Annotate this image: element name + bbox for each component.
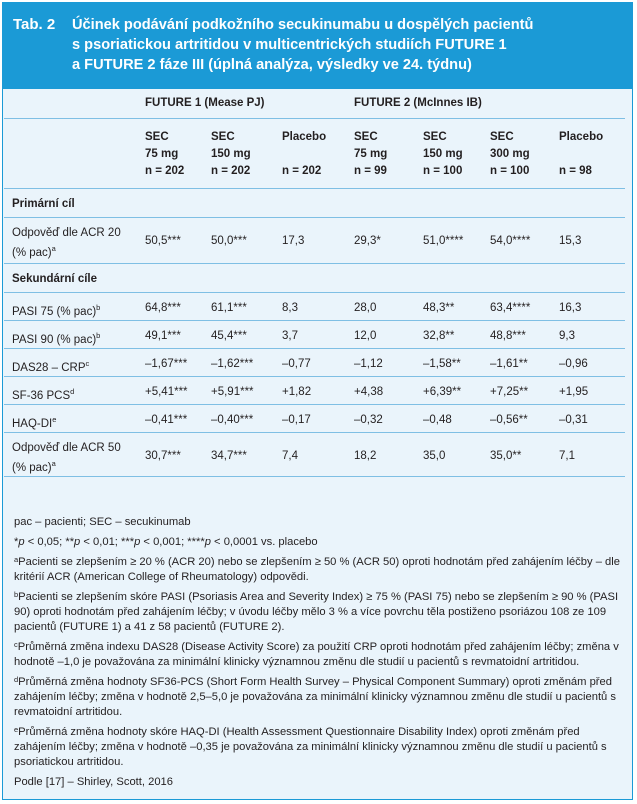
table-cell: 63,4**** xyxy=(490,301,531,314)
row-label: HAQ-DIe xyxy=(12,414,57,430)
section-secondary: Sekundární cíle xyxy=(12,272,98,285)
table-cell: 32,8** xyxy=(423,329,455,342)
table-title xyxy=(72,15,612,75)
table-cell: 48,8*** xyxy=(490,329,526,342)
table-cell: +4,38 xyxy=(354,385,384,398)
table-cell: 61,1*** xyxy=(211,301,247,314)
table-cell: +1,82 xyxy=(282,385,312,398)
table-cell: –1,67*** xyxy=(145,357,188,370)
table-cell: 64,8*** xyxy=(145,301,181,314)
table-cell: –1,61** xyxy=(490,357,528,370)
note-d: $^d$Průměrná změna hodnoty SF36-PCS (Short Form Health Survey – Physical Component Summary) oproti změnám před zahájením léčby; změna v hodnotě 2,5–5,0 je považována za minimální klinicky významnou změnu dle studií u pacientů s revmatoidní artritidou. xyxy=(14,675,616,718)
table-cell: 34,7*** xyxy=(211,449,247,462)
table-cell: 45,4*** xyxy=(211,329,247,342)
row-label: PASI 75 (% pac)$^b$ xyxy=(12,302,101,318)
table-cell: –0,41*** xyxy=(145,413,188,426)
note-source: Podle [17] – Shirley, Scott, 2016 xyxy=(14,776,174,788)
table-row xyxy=(4,217,625,263)
table-row xyxy=(4,432,625,476)
column-header: SEC 75 mg n = 202 xyxy=(145,130,185,177)
table-cell: 18,2 xyxy=(354,449,377,462)
row-label: SF-36 PCS$^d$ xyxy=(12,386,75,402)
table-cell: 50,0*** xyxy=(211,234,247,247)
note-abbreviations: pac – pacienti; SEC – secukinumab xyxy=(14,516,191,528)
table-cell: –1,62*** xyxy=(211,357,254,370)
table-row xyxy=(4,320,625,348)
section-row xyxy=(4,263,625,292)
table-cell: –1,58** xyxy=(423,357,461,370)
table-cell: 29,3* xyxy=(354,234,381,247)
table-cell: –0,77 xyxy=(282,357,311,370)
column-header: Placebo n = 202 xyxy=(282,130,327,177)
table-cell: 3,7 xyxy=(282,329,298,342)
table-cell: 15,3 xyxy=(559,234,582,247)
table-row xyxy=(4,348,625,376)
table-cell: +6,39** xyxy=(423,385,462,398)
table-cell: –0,56** xyxy=(490,413,528,426)
table-cell: +1,95 xyxy=(559,385,589,398)
row-label: Odpověď dle ACR 50 (% pac)$^a$ xyxy=(12,441,121,474)
section-row xyxy=(4,188,625,217)
column-header: SEC 150 mg n = 202 xyxy=(211,130,251,177)
row-label: Odpověď dle ACR 20 (% pac)$^a$ xyxy=(12,226,121,259)
table-cell: –0,32 xyxy=(354,413,383,426)
row-label: PASI 90 (% pac)$^b$ xyxy=(12,330,101,346)
column-header-row xyxy=(4,118,625,188)
row-label: DAS28 – CRP$^c$ xyxy=(12,358,90,374)
table-cell: 7,1 xyxy=(559,449,576,462)
table-cell: 28,0 xyxy=(354,301,377,314)
group-header-row xyxy=(4,89,625,118)
section-primary: Primární cíl xyxy=(12,197,75,210)
column-header: Placebo n = 98 xyxy=(559,130,604,177)
table-cell: +5,91*** xyxy=(211,385,254,398)
results-table xyxy=(4,89,625,477)
column-header: SEC 75 mg n = 99 xyxy=(354,130,388,177)
table-cell: 50,5*** xyxy=(145,234,181,247)
note-a: $^a$Pacienti se zlepšením ≥ 20 % (ACR 20) nebo se zlepšením ≥ 50 % (ACR 50) oproti hodnotám před zahájením léčby – dle kritérií ACR (American College of Rheumatology) odpovědi. xyxy=(14,555,620,583)
table-cell: 9,3 xyxy=(559,329,576,342)
note-c: $^c$Průměrná změna indexu DAS28 (Disease Activity Score) za použití CRP oproti hodnotám před zahájením léčby; změna v hodnotě –1,0 je považována za minimální klinicky významnou změnu dle studií u pacientů s revmatoidní artritidou. xyxy=(14,640,619,668)
table-cell: +7,25** xyxy=(490,385,529,398)
table-notes xyxy=(14,515,620,795)
table-cell: +5,41*** xyxy=(145,385,188,398)
table-cell: –0,31 xyxy=(559,413,588,426)
table-cell: –0,96 xyxy=(559,357,588,370)
group-future2: FUTURE 2 (McInnes IB) xyxy=(354,97,482,109)
table-cell: –0,40*** xyxy=(211,413,254,426)
column-header: SEC 300 mg n = 100 xyxy=(490,130,530,177)
note-b: $^b$Pacienti se zlepšením skóre PASI (Psoriasis Area and Severity Index) ≥ 75 % (PASI 75) nebo se zlepšením ≥ 90 % (PASI 90) oproti hodnotám před zahájením léčby; v úvodu léčby mělo 3 % a více povrchu těla postiženo psoriázou 108 ze 109 pacientů (FUTURE 1) a 41 z 58 pacientů (FUTURE 2). xyxy=(14,590,619,633)
table-cell: –1,12 xyxy=(354,357,383,370)
table-cell: 35,0** xyxy=(490,449,522,462)
table-cell: 17,3 xyxy=(282,234,305,247)
table-number: Tab. 2 xyxy=(13,16,56,33)
table-cell: –0,48 xyxy=(423,413,452,426)
table-header xyxy=(3,3,632,89)
table-title-line: s psoriatickou artritidou v multicentrických studiích FUTURE 1 xyxy=(72,37,507,53)
table-cell: 35,0 xyxy=(423,449,446,462)
table-cell: 16,3 xyxy=(559,301,582,314)
table-cell: 49,1*** xyxy=(145,329,181,342)
table-cell: 8,3 xyxy=(282,301,298,314)
table-cell: 7,4 xyxy=(282,449,298,462)
table-cell: 51,0**** xyxy=(423,234,464,247)
table-title-line: Účinek podávání podkožního secukinumabu u dospělých pacientů xyxy=(72,17,534,33)
table-cell: 12,0 xyxy=(354,329,377,342)
table-title-line: a FUTURE 2 fáze III (úplná analýza, výsledky ve 24. týdnu) xyxy=(72,57,472,73)
table-row xyxy=(4,292,625,320)
table-cell: 30,7*** xyxy=(145,449,181,462)
table-row xyxy=(4,404,625,432)
table-cell: 48,3** xyxy=(423,301,455,314)
column-header: SEC 150 mg n = 100 xyxy=(423,130,463,177)
table-cell: –0,17 xyxy=(282,413,311,426)
table-cell: 54,0**** xyxy=(490,234,531,247)
note-e: $^e$Průměrná změna hodnoty skóre HAQ-DI (Health Assessment Questionnaire Disability Index) oproti změnám před zahájením léčby; změna v hodnotě –0,35 je považována za minimální klinicky významnou změnu dle studií u pacientů s psoriatickou artritidou. xyxy=(14,725,607,768)
group-future1: FUTURE 1 (Mease PJ) xyxy=(145,97,265,109)
note-significance: *p < 0,05; **p < 0,01; ***p < 0,001; ****p < 0,0001 vs. placebo xyxy=(14,536,318,548)
table-row xyxy=(4,376,625,404)
